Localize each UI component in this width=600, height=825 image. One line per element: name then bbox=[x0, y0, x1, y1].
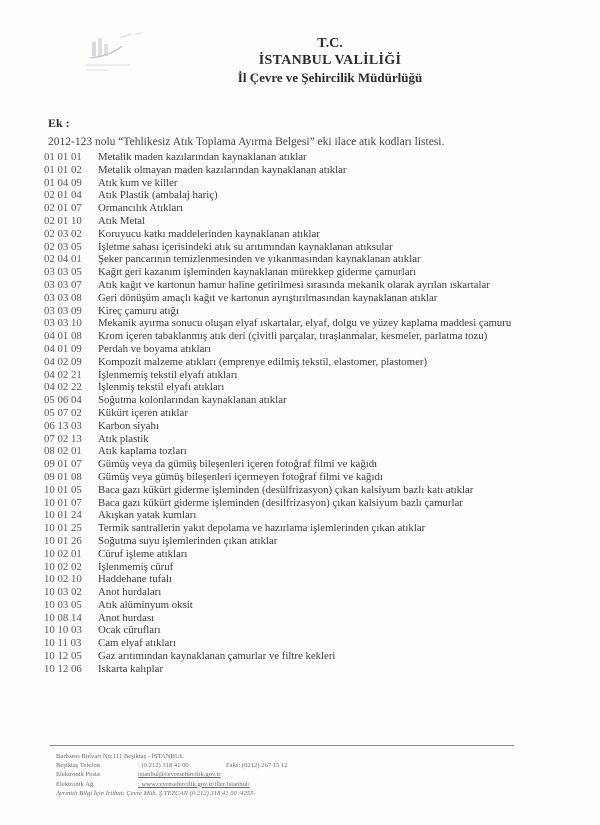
waste-code: 01 01 02 bbox=[44, 163, 82, 176]
waste-code-row bbox=[44, 445, 594, 458]
waste-code-row bbox=[44, 189, 594, 202]
waste-description: Anot hurdası bbox=[98, 611, 155, 624]
waste-code: 02 04 01 bbox=[44, 253, 82, 266]
waste-code: 04 01 08 bbox=[44, 330, 82, 343]
waste-code-row bbox=[44, 433, 594, 446]
waste-code: 10 01 05 bbox=[44, 483, 82, 496]
document-footer bbox=[56, 752, 288, 798]
waste-code: 04 02 09 bbox=[44, 355, 82, 368]
waste-code: 05 07 02 bbox=[44, 406, 82, 419]
waste-code-row bbox=[44, 548, 594, 561]
waste-code-row bbox=[44, 330, 594, 343]
waste-code-row bbox=[44, 253, 594, 266]
waste-description: Atık kum ve killer bbox=[98, 176, 178, 189]
waste-code: 10 03 05 bbox=[44, 598, 82, 611]
waste-description: Koruyucu katkı maddelerinden kaynaklanan atıklar bbox=[98, 227, 320, 240]
footer-web-link[interactable]: : www.cevresehircilik.gov.tr/iller/istanbul/ bbox=[138, 780, 250, 788]
waste-code-row bbox=[44, 599, 594, 612]
waste-code-row bbox=[44, 522, 594, 535]
waste-code-row bbox=[44, 650, 594, 663]
waste-code: 10 01 07 bbox=[44, 496, 82, 509]
waste-code: 03 03 10 bbox=[44, 317, 82, 330]
waste-code-row bbox=[44, 420, 594, 433]
waste-description: Kompozit malzeme atıkları (emprenye edilmiş tekstil, elastomer, plastomer) bbox=[98, 355, 428, 368]
waste-code: 10 02 10 bbox=[44, 573, 82, 586]
waste-description: Baca gazı kükürt giderme işleminden (desilfrizasyon) çıkan kalsiyum bazlı çamurlar bbox=[98, 496, 463, 509]
waste-code-row bbox=[44, 279, 594, 292]
waste-code-row bbox=[44, 624, 594, 637]
waste-code-row bbox=[44, 612, 594, 625]
waste-code-row bbox=[44, 535, 594, 548]
waste-code-list bbox=[44, 151, 594, 676]
waste-code: 01 01 01 bbox=[44, 151, 82, 163]
waste-code: 04 02 21 bbox=[44, 368, 82, 381]
waste-description: Metalik maden kazılarından kaynaklanan atıklar bbox=[98, 151, 307, 163]
waste-code-row bbox=[44, 561, 594, 574]
waste-code: 09 01 07 bbox=[44, 458, 82, 471]
waste-code-row bbox=[44, 292, 594, 305]
footer-email-label: Elektronik Posta bbox=[56, 771, 100, 779]
waste-description: İşlenmemiş cüruf bbox=[98, 560, 174, 573]
waste-description: Atık Plastik (ambalaj hariç) bbox=[98, 189, 218, 202]
waste-code-row bbox=[44, 509, 594, 522]
waste-code: 10 12 06 bbox=[44, 662, 82, 675]
waste-code: 10 08 14 bbox=[44, 611, 82, 624]
waste-description: Kükürt içeren atıklar bbox=[98, 406, 188, 419]
waste-description: İşlenmiş tekstil elyafı atıkları bbox=[98, 381, 225, 394]
waste-code: 02 03 02 bbox=[44, 227, 82, 240]
waste-description: Termik santrallerin yakıt depolama ve hazırlama işlemlerinden çıkan atıklar bbox=[98, 522, 426, 535]
waste-description: Atık kaplama tozları bbox=[98, 445, 187, 458]
waste-code-row bbox=[44, 317, 594, 330]
waste-description: Metalik olmayan maden kazılarından kaynaklanan atıklar bbox=[98, 163, 347, 176]
waste-description: İşletme sahası içerisindeki atık su arıtımından kaynaklanan atıksular bbox=[98, 240, 393, 253]
waste-code: 10 03 02 bbox=[44, 586, 82, 599]
waste-description: Gümüş veya da gümüş bileşenleri içeren fotoğraf filmi ve kağıdı bbox=[98, 458, 378, 471]
footer-divider bbox=[50, 745, 514, 746]
waste-description: Ocak cürufları bbox=[98, 624, 161, 637]
waste-description: Atık kağıt ve kartonun hamur haline getirilmesi sırasında mekanik olarak ayrılan ıskartalar bbox=[98, 278, 490, 291]
waste-code: 10 02 02 bbox=[44, 560, 82, 573]
waste-code-row bbox=[44, 573, 594, 586]
waste-code-row bbox=[44, 266, 594, 279]
footer-address: Barbaros Bulvarı No:111 Beşiktaş - İSTANBUL bbox=[56, 753, 184, 760]
waste-description: Haddehane tufalı bbox=[98, 573, 173, 586]
waste-code: 10 01 24 bbox=[44, 509, 82, 522]
waste-code-row bbox=[44, 637, 594, 650]
document-header bbox=[0, 35, 600, 86]
waste-code: 06 13 03 bbox=[44, 419, 82, 432]
waste-description: Cam elyaf atıkları bbox=[98, 637, 176, 650]
waste-description: Iskarta kalıplar bbox=[98, 662, 164, 675]
waste-code-row bbox=[44, 663, 594, 676]
waste-code: 02 01 07 bbox=[44, 202, 82, 215]
waste-description: İşlenmemiş tekstil elyafı atıkları bbox=[98, 368, 238, 381]
footer-phone-value: : (0 212) 318 41 00 bbox=[138, 762, 189, 770]
waste-code-row bbox=[44, 586, 594, 599]
header-tc: T.C. bbox=[317, 36, 343, 51]
waste-code: 10 01 26 bbox=[44, 534, 82, 547]
waste-code-row bbox=[44, 394, 594, 407]
intro-text: 2012-123 nolu “Tehlikesiz Atık Toplama Ayırma Belgesi” eki ilace atık kodları listesi. bbox=[48, 136, 445, 148]
waste-description: Geri dönüşüm amaçlı kağıt ve kartonun ayrıştırılmasından kaynaklanan atıklar bbox=[98, 291, 438, 304]
waste-code: 10 12 05 bbox=[44, 650, 82, 663]
waste-code-row bbox=[44, 369, 594, 382]
waste-code: 10 02 01 bbox=[44, 547, 82, 560]
waste-code: 05 06 04 bbox=[44, 394, 82, 407]
header-directorate: İl Çevre ve Şehircilik Müdürlüğü bbox=[237, 70, 423, 85]
waste-code: 04 01 09 bbox=[44, 342, 82, 355]
waste-description: Karbon siyahı bbox=[98, 419, 159, 432]
footer-email-link[interactable]: istanbul@cevresehircilik.gov.tr bbox=[138, 771, 221, 779]
waste-code: 02 01 04 bbox=[44, 189, 82, 202]
waste-code: 02 01 10 bbox=[44, 214, 82, 227]
waste-description: Soğutma kolonlarından kaynaklanan atıklar bbox=[98, 394, 287, 407]
waste-description: Soğutma suyu işlemlerinden çıkan atıklar bbox=[98, 534, 278, 547]
waste-code: 10 01 25 bbox=[44, 522, 82, 535]
waste-description: Perdah ve boyama atıkları bbox=[98, 342, 212, 355]
waste-code-row bbox=[44, 164, 594, 177]
waste-code: 07 02 13 bbox=[44, 432, 82, 445]
waste-description: Krom içeren tabaklanmış atık deri (çivitli parçalar, tıraşlanmalar, kesmeler, parlatma tozu) bbox=[98, 330, 488, 343]
waste-description: Gaz arıtımından kaynaklanan çamurlar ve filtre kekleri bbox=[98, 650, 336, 663]
waste-code-row bbox=[44, 228, 594, 241]
waste-code: 04 02 22 bbox=[44, 381, 82, 394]
footer-web-label: Elektronik Ağ bbox=[56, 780, 94, 788]
header-istanbul-valiligi: İSTANBUL VALİLİĞİ bbox=[258, 53, 402, 68]
waste-code-row bbox=[44, 497, 594, 510]
waste-code: 02 03 05 bbox=[44, 240, 82, 253]
waste-code-row bbox=[44, 471, 594, 484]
waste-code-row bbox=[44, 458, 594, 471]
ek-label: Ek : bbox=[48, 116, 70, 130]
waste-code-row bbox=[44, 177, 594, 190]
waste-description: Atık Metal bbox=[98, 214, 146, 227]
waste-code-row bbox=[44, 305, 594, 318]
waste-code-row bbox=[44, 241, 594, 254]
waste-description: Ormancılık Atıkları bbox=[98, 202, 183, 215]
waste-description: Atık alüminyum oksit bbox=[98, 598, 193, 611]
waste-code: 09 01 08 bbox=[44, 470, 82, 483]
waste-description: Mekanik ayırma sonucu oluşan elyaf ıskartalar, elyaf, dolgu ve yüzey kaplama maddesi çamuru bbox=[98, 317, 512, 330]
waste-code-row bbox=[44, 356, 594, 369]
waste-description: Anot hurdaları bbox=[98, 586, 162, 599]
waste-code: 08 02 01 bbox=[44, 445, 82, 458]
waste-description: Şeker pancarının temizlenmesinden ve yıkanmasından kaynaklanan atıklar bbox=[98, 253, 421, 266]
waste-description: Kağıt geri kazanım işleminden kaynaklanan mürekkep giderme çamurları bbox=[98, 266, 417, 279]
waste-code: 01 04 09 bbox=[44, 176, 82, 189]
waste-code: 03 03 08 bbox=[44, 291, 82, 304]
waste-description: Akışkan yatak kumları bbox=[98, 509, 197, 522]
waste-code-row bbox=[44, 484, 594, 497]
footer-phone-label: Beşiktaş Telefon bbox=[56, 762, 100, 770]
waste-code-row bbox=[44, 381, 594, 394]
waste-code-row bbox=[44, 202, 594, 215]
waste-code-row bbox=[44, 151, 594, 164]
waste-code: 03 03 07 bbox=[44, 278, 82, 291]
waste-code: 03 03 09 bbox=[44, 304, 82, 317]
waste-code-row bbox=[44, 215, 594, 228]
waste-description: Gümüş veya gümüş bileşenleri içermeyen fotoğraf filmi ve kağıdı bbox=[98, 470, 383, 483]
waste-description: Kireç çamuru atığı bbox=[98, 304, 179, 317]
waste-description: Cüruf işleme atıkları bbox=[98, 547, 188, 560]
waste-code: 03 03 05 bbox=[44, 266, 82, 279]
waste-code: 10 11 03 bbox=[44, 637, 82, 650]
waste-code: 10 10 03 bbox=[44, 624, 82, 637]
waste-description: Atık plastik bbox=[98, 432, 149, 445]
waste-code-row bbox=[44, 407, 594, 420]
footer-contact: Ayrıntılı Bilgi İçin İrtibat: Çevre Müh. Ş.TEZCAN (0 212) 318 41 00 /4255 bbox=[56, 789, 254, 797]
waste-description: Baca gazı kükürt giderme işleminden (desülfrizasyon) çıkan kalsiyum bazlı katı atıklar bbox=[98, 483, 474, 496]
waste-code-row bbox=[44, 343, 594, 356]
footer-fax: Faks: (0212) 267 15 12 bbox=[226, 762, 288, 770]
